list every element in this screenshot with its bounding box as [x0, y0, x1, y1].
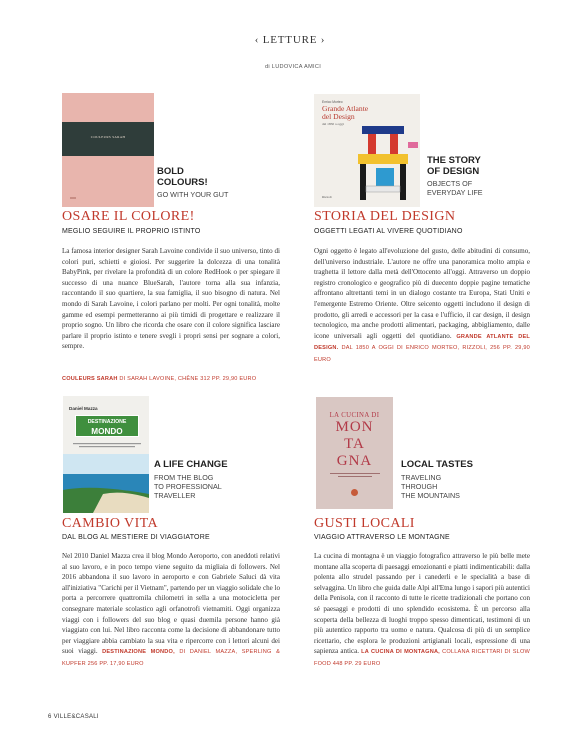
tag-subtitle: FROM THE BLOG TO PROFESSIONAL TRAVELLER	[154, 472, 222, 500]
tag-subtitle: TRAVELING THROUGH THE MOUNTAINS	[401, 472, 460, 500]
cover-title: COULEURS SARAH	[90, 135, 126, 139]
cover-sign: DESTINAZIONE MONDO	[75, 415, 139, 437]
tagline-4	[401, 460, 473, 500]
article-subtitle: VIAGGIO ATTRAVERSO LE MONTAGNE	[314, 534, 450, 541]
tag-title: A LIFE CHANGE	[154, 459, 228, 470]
page-footer	[48, 714, 99, 720]
article-title: STORIA DEL DESIGN	[314, 209, 456, 224]
article-subtitle: DAL BLOG AL MESTIERE DI VIAGGIATORE	[62, 534, 210, 541]
book-cover-couleurs	[62, 93, 154, 207]
cover-title: Grande Atlante del Design	[322, 104, 369, 122]
beach-photo	[63, 454, 149, 513]
article-body: La cucina di montagna è un viaggio fotografico attraverso le più belle mete montane alla scoperta di paesaggi emozionanti e piatti indimenticabili: dalla polenta allo strudel passando per i canederli e le specialità a base di selvaggina. Un libro che guida dalle Alpi all'Etna lungo i sapori più autentici della Penisola, con il racconto di tutte le ricette tradizionali che portano con sé paesaggi e prodotti di uno splendido ecosistema. È un percorso alla scoperta della bellezza di luoghi troppo spesso dimenticati, testimoni di un più autentico rapporto tra uomo e natura. Qualcosa di più di un semplice ricettario, che esplora le produzioni artigianali locali, espressione di una sapienza antica. LA CUCINA DI MONTAGNA, COLLANA RICETTARI DI SLOW FOOD 448 PP. 29 EURO	[314, 552, 530, 667]
byline: di LUDOVICA AMICI	[265, 64, 322, 70]
cover-blurb	[73, 443, 141, 449]
tag-title: LOCAL TASTES	[401, 459, 473, 470]
tagline-3	[154, 460, 228, 500]
book-cover-atlante: Enrico Morteo Grande Atlante del Design dal 1850 a oggi Rizzoli	[314, 94, 420, 207]
tag-title: BOLD COLOURS!	[157, 166, 208, 188]
article-subtitle: MEGLIO SEGUIRE IL PROPRIO ISTINTO	[62, 228, 201, 235]
cover-publisher-mark	[70, 197, 76, 199]
article-title: GUSTI LOCALI	[314, 516, 415, 531]
article-credit: COULEURS SARAH DI SARAH LAVOINE, CHÊNE 312 PP. 29,90 EURO	[62, 376, 257, 382]
article-body: La famosa interior designer Sarah Lavoine condivide il suo universo, tinto di colori puri, schietti e gioiosi. Per suggerire la dolcezza di una tonalità BabyPink, per rivelare la profondità di un colore RedHook o per spiegare il successo di una nuance BlueSarah, l'autore torna alla sua infanzia, raccontando il suo quartiere, la sua famiglia, il suo bisogno di natura. Nel mondo di Sarah Lavoine, i colori parlano per molti. Per ogni tonalità, molte gamme ed esempi permetteranno ai più timidi di progettare e realizzare il proprio sogno. Un libro che ricorda che osare con il colore significa lasciare parlare il proprio istinto e tenere svegli i propri sensi per sognare a colori, sempre.	[62, 247, 280, 351]
book-cover-destinazione-mondo: Daniel Mazza DESTINAZIONE MONDO	[63, 396, 149, 513]
tagline-1	[157, 167, 228, 199]
tag-subtitle: GO WITH YOUR GUT	[157, 190, 229, 199]
tag-title: THE STORY OF DESIGN	[427, 155, 481, 177]
chair-illustration	[354, 124, 420, 204]
section-header	[0, 34, 580, 46]
article-body: Nel 2010 Daniel Mazza crea il blog Mondo Aeroporto, con aneddoti relativi al suo lavoro, e in poco tempo viene seguito da migliaia di followers. Nel 2016 abbandona il suo lavoro in aeroporto e con Gabriele Saluci dà vita all'iniziativa "Carichi per il Vietnam", partendo per un viaggio solidale che lo porta a percorrere quattromila chilometri in sella a una motocicletta per consegnare materiale scolastico agli orfanotrofi vietnamiti. Oggi organizza viaggi con i followers del suo blog e quasi duemila persone hanno già viaggiato con lui. Nel libro racconta come la decisione di abbandonare tutto per viaggiare abbia cambiato la sua vita e ripercorre con i lettori alcuni dei suoi viaggi. DESTINAZIONE MONDO, DI DANIEL MAZZA, SPERLING & KUPFER 256 PP. 17,90 EURO	[62, 552, 280, 667]
article-title: CAMBIO VITA	[62, 516, 158, 531]
article-subtitle: OGGETTI LEGATI AL VIVERE QUOTIDIANO	[314, 228, 463, 235]
tagline-2	[427, 156, 483, 197]
cover-band	[62, 122, 154, 156]
article-body: Ogni oggetto è legato all'evoluzione del gusto, delle abitudini di consumo, dell'universo industriale. L'autore ne offre una panoramica molto ampia e traghetta il lettore dalla metà dell'Ottocento all'oggi. Attraverso un doppio registro cronologico e geografico più di duecento doppie pagine tematiche affrontano altrettanti temi in un dialogo costante tra Europa, Stati Uniti e l'emergente Estremo Oriente. Oltre seicento oggetti includono il design di prodotto, gli arredi e accessori per la casa e l'ufficio, il car design, il design tecnologico, ma anche prodotti alimentari, packaging, abbigliamento, dalle icone universali agli oggetti del quotidiano. GRANDE ATLANTE DEL DESIGN. DAL 1850 A OGGI DI ENRICO MORTEO, RIZZOLI, 256 PP. 29,90 EURO	[314, 247, 530, 363]
section-title: ‹ LETTURE ›	[254, 34, 326, 46]
page-number: 6	[48, 714, 52, 720]
book-cover-cucina-montagna: LA CUCINA DI MON TA GNA	[316, 397, 393, 509]
tag-subtitle: OBJECTS OF EVERYDAY LIFE	[427, 179, 483, 197]
cover-subtitle-lines	[330, 473, 380, 481]
publisher-badge-icon	[351, 489, 358, 496]
article-title: OSARE IL COLORE!	[62, 209, 195, 224]
magazine-name: VILLE&CASALI	[53, 714, 99, 720]
